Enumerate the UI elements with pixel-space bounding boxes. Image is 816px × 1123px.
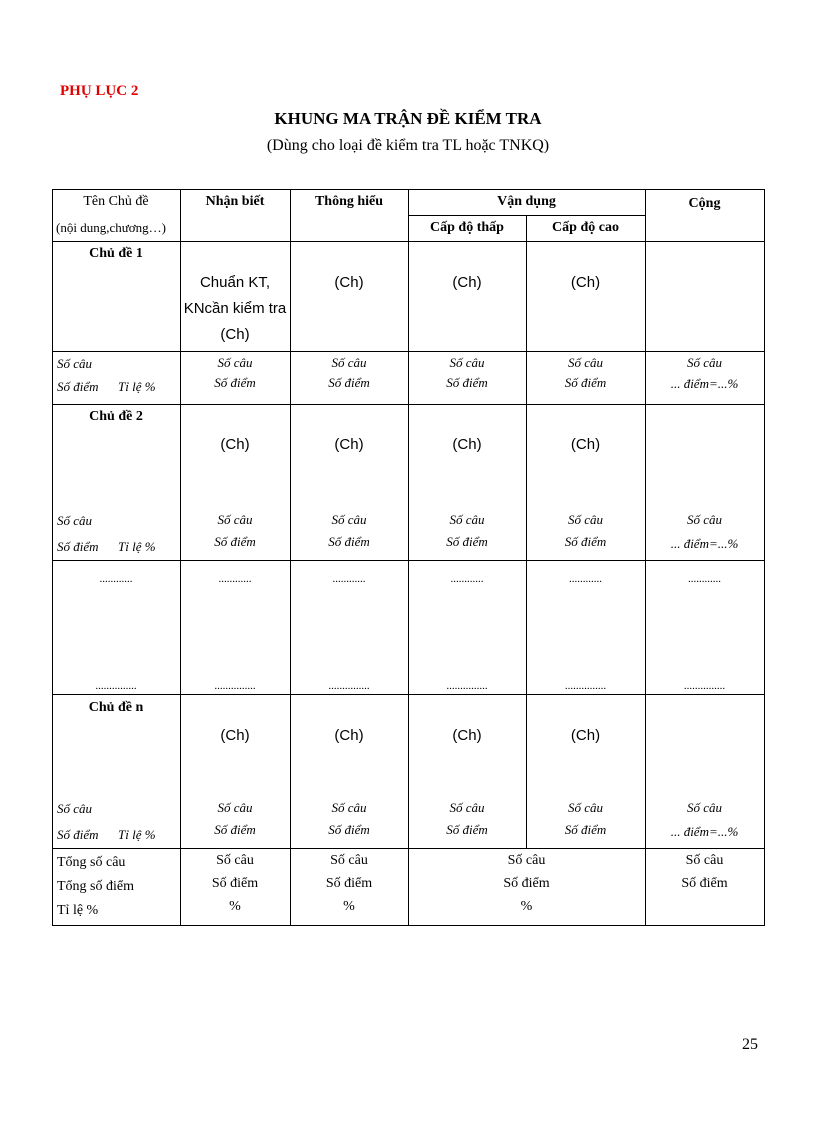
topicn-score: Số điểm <box>446 822 488 837</box>
topicn-name: Chủ đề n <box>88 700 144 715</box>
summary-recognition-percent: % <box>229 899 241 914</box>
summary-ratio-label: Tỉ lệ % <box>57 903 99 918</box>
table-border-right <box>764 189 765 926</box>
header-comprehension: Thông hiểu <box>314 194 384 209</box>
topicn-score: Số điểm <box>328 822 370 837</box>
header-low-level: Cấp độ thấp <box>430 220 504 235</box>
topicn-count: Số câu <box>567 800 604 815</box>
page-subtitle: (Dùng cho loại đề kiểm tra TL hoặc TNKQ) <box>266 137 550 154</box>
topic1-ch-comprehension: (Ch) <box>334 274 364 291</box>
summary-total-score: Số điểm <box>681 876 728 891</box>
topic2-count: Số câu <box>567 512 604 527</box>
topicn-count: Số câu <box>331 800 367 815</box>
topic1-score: Số điểm <box>328 375 370 390</box>
topic2-name: Chủ đề 2 <box>89 409 143 424</box>
topic2-ch-recognition: (Ch) <box>220 436 250 453</box>
gap-dots-bottom: ............... <box>95 680 137 692</box>
topicn-count: Số câu <box>217 800 253 815</box>
topic2-total-count: Số câu <box>686 512 723 527</box>
topicn-ch-recognition: (Ch) <box>220 727 250 744</box>
summary-recognition-count: Số câu <box>216 853 254 868</box>
gap-dots-bottom: ............... <box>446 680 488 692</box>
topic2-count: Số câu <box>331 512 367 527</box>
summary-comprehension-count: Số câu <box>330 853 368 868</box>
topic2-count: Số câu <box>449 512 485 527</box>
topicn-ratio-label: Tỉ lệ % <box>118 827 156 842</box>
summary-recognition-score: Số điểm <box>211 876 259 891</box>
topic2-ratio-label: Tỉ lệ % <box>118 539 156 554</box>
summary-application-count: Số câu <box>507 853 546 868</box>
gap-dots-top: ............ <box>332 573 366 585</box>
header-topic: Tên Chủ đề <box>83 194 149 209</box>
header-recognition: Nhận biết <box>205 194 265 209</box>
topic2-count-label: Số câu <box>57 513 93 528</box>
gap-dots-top: ............ <box>218 573 252 585</box>
topic1-ch-low: (Ch) <box>452 274 482 291</box>
topic2-total-score: ... điểm=...% <box>670 536 739 551</box>
topicn-ch-low: (Ch) <box>452 727 482 744</box>
topic1-ch-high: (Ch) <box>570 274 601 291</box>
topicn-score: Số điểm <box>564 822 607 837</box>
topic1-ratio-label: Tỉ lệ % <box>118 379 156 394</box>
header-high-level: Cấp độ cao <box>552 220 619 235</box>
summary-comprehension-score: Số điểm <box>325 876 373 891</box>
summary-application-percent: % <box>520 899 533 914</box>
table-rule-col4 <box>526 215 527 848</box>
topic2-score: Số điểm <box>564 534 607 549</box>
appendix-label: PHỤ LỤC 2 <box>60 83 139 99</box>
topic2-count: Số câu <box>217 512 253 527</box>
topic1-total-score: ... điểm=...% <box>670 376 739 391</box>
topic1-standard-line2: KNcần kiểm tra <box>183 300 287 317</box>
gap-dots-bottom: ............... <box>328 680 370 692</box>
topic1-score: Số điểm <box>214 375 256 390</box>
topicn-count: Số câu <box>449 800 485 815</box>
summary-comprehension-percent: % <box>343 899 355 914</box>
table-border-left <box>52 189 53 926</box>
topic1-total-count: Số câu <box>686 355 723 370</box>
topic1-count: Số câu <box>449 355 485 370</box>
topic2-score: Số điểm <box>446 534 488 549</box>
topicn-count-label: Số câu <box>57 801 93 816</box>
gap-dots-bottom: ............... <box>683 680 726 692</box>
header-total: Cộng <box>688 196 721 211</box>
topic1-count: Số câu <box>331 355 367 370</box>
gap-dots-top: ............ <box>99 573 133 585</box>
header-topic-sub: (nội dung,chương…) <box>56 220 166 235</box>
topic1-score: Số điểm <box>446 375 488 390</box>
topic2-score-label: Số điểm <box>57 539 99 554</box>
topic1-score-label: Số điểm <box>57 379 99 394</box>
summary-application-score: Số điểm <box>503 876 550 891</box>
topicn-score: Số điểm <box>214 822 256 837</box>
topic1-count-label: Số câu <box>57 356 93 371</box>
topic2-ch-comprehension: (Ch) <box>334 436 364 453</box>
topic1-standard-line1: Chuẩn KT, <box>199 274 271 291</box>
gap-dots-bottom: ............... <box>214 680 256 692</box>
summary-total-count: Số câu <box>685 853 724 868</box>
gap-dots-top: ............ <box>688 573 721 585</box>
topic1-count: Số câu <box>567 355 604 370</box>
page-number: 25 <box>742 1036 758 1053</box>
topic2-ch-high: (Ch) <box>570 436 601 453</box>
topicn-ch-comprehension: (Ch) <box>334 727 364 744</box>
summary-score-label: Tổng số điểm <box>57 879 134 894</box>
topicn-ch-high: (Ch) <box>570 727 601 744</box>
topic2-ch-low: (Ch) <box>452 436 482 453</box>
topic1-count: Số câu <box>217 355 253 370</box>
topic1-name: Chủ đề 1 <box>89 246 143 261</box>
topicn-score-label: Số điểm <box>57 827 99 842</box>
topic1-score: Số điểm <box>564 375 607 390</box>
summary-count-label: Tổng số câu <box>57 855 126 870</box>
topicn-total-score: ... điểm=...% <box>670 824 739 839</box>
topic1-standard-line3: (Ch) <box>220 326 250 343</box>
topic2-score: Số điểm <box>214 534 256 549</box>
topicn-total-count: Số câu <box>686 800 723 815</box>
topic2-score: Số điểm <box>328 534 370 549</box>
page-title: KHUNG MA TRẬN ĐỀ KIỂM TRA <box>274 109 542 128</box>
gap-dots-bottom: ............... <box>564 680 607 692</box>
header-application: Vận dụng <box>497 194 556 209</box>
gap-dots-top: ............ <box>569 573 602 585</box>
gap-dots-top: ............ <box>450 573 484 585</box>
